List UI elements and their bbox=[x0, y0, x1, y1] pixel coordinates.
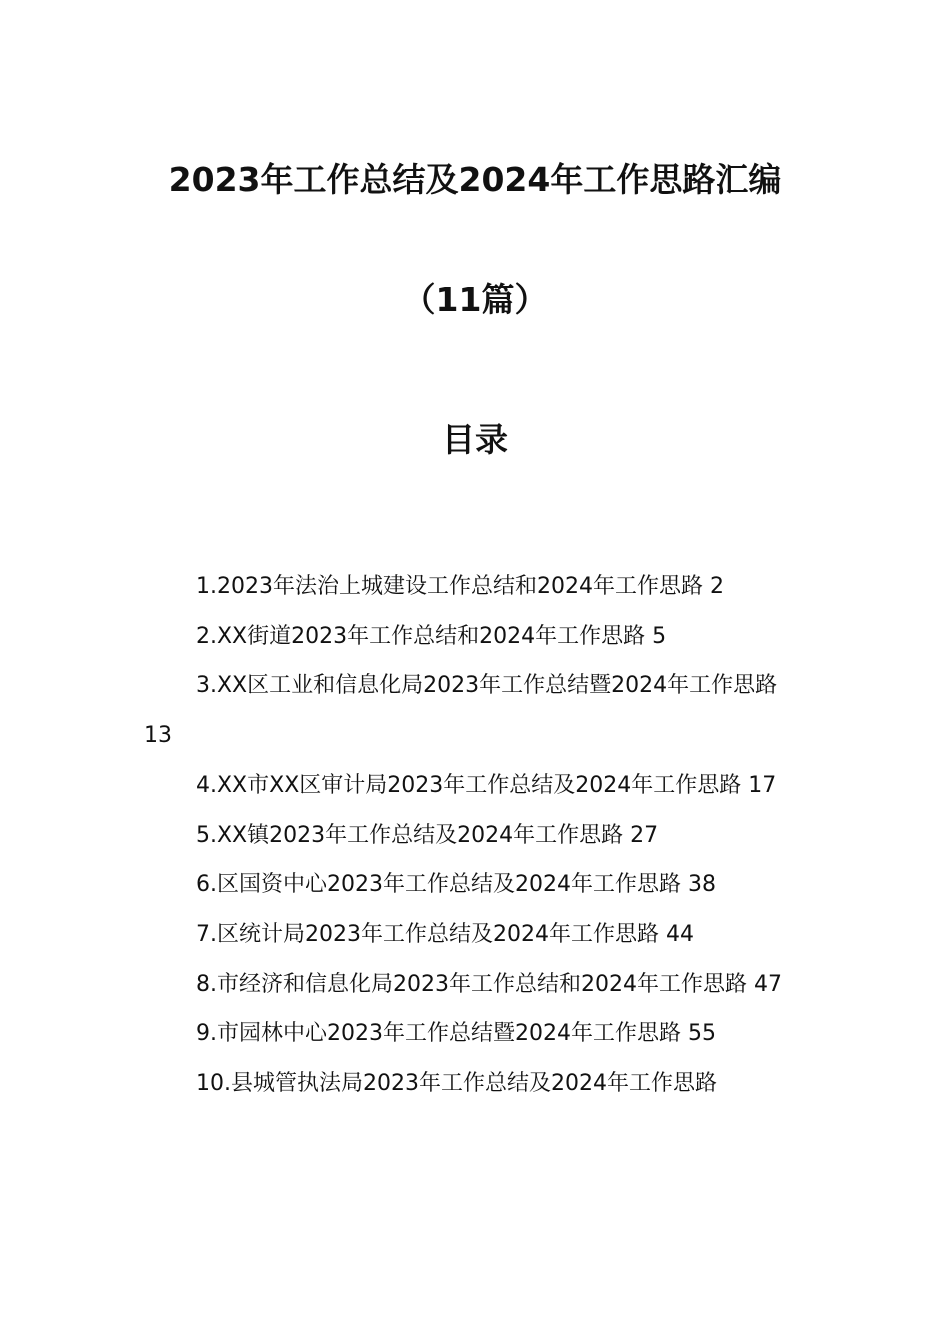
document-title: 2023年工作总结及2024年工作思路汇编 bbox=[168, 160, 782, 199]
toc-entry-2[interactable]: 2.XX街道2023年工作总结和2024年工作思路 5 bbox=[196, 623, 667, 649]
toc-entry-5[interactable]: 5.XX镇2023年工作总结及2024年工作思路 27 bbox=[196, 822, 659, 848]
toc-entry-3[interactable]: 3.XX区工业和信息化局2023年工作总结暨2024年工作思路 13 bbox=[144, 673, 778, 749]
toc-entry-7[interactable]: 7.区统计局2023年工作总结及2024年工作思路 44 bbox=[196, 921, 694, 947]
toc-entry-8[interactable]: 8.市经济和信息化局2023年工作总结和2024年工作思路 47 bbox=[196, 971, 782, 997]
toc-heading: 目录 bbox=[442, 420, 508, 459]
toc-entry-6[interactable]: 6.区国资中心2023年工作总结及2024年工作思路 38 bbox=[196, 872, 716, 898]
toc-entry-4[interactable]: 4.XX市XX区审计局2023年工作总结及2024年工作思路 17 bbox=[196, 772, 777, 798]
toc-entry-9[interactable]: 9.市园林中心2023年工作总结暨2024年工作思路 55 bbox=[196, 1021, 716, 1047]
toc-entry-10[interactable]: 10.县城管执法局2023年工作总结及2024年工作思路 bbox=[196, 1071, 717, 1097]
table-of-contents bbox=[144, 562, 808, 1109]
document-subtitle: （11篇） bbox=[402, 280, 548, 319]
toc-entry-1[interactable]: 1.2023年法治上城建设工作总结和2024年工作思路 2 bbox=[196, 574, 724, 599]
